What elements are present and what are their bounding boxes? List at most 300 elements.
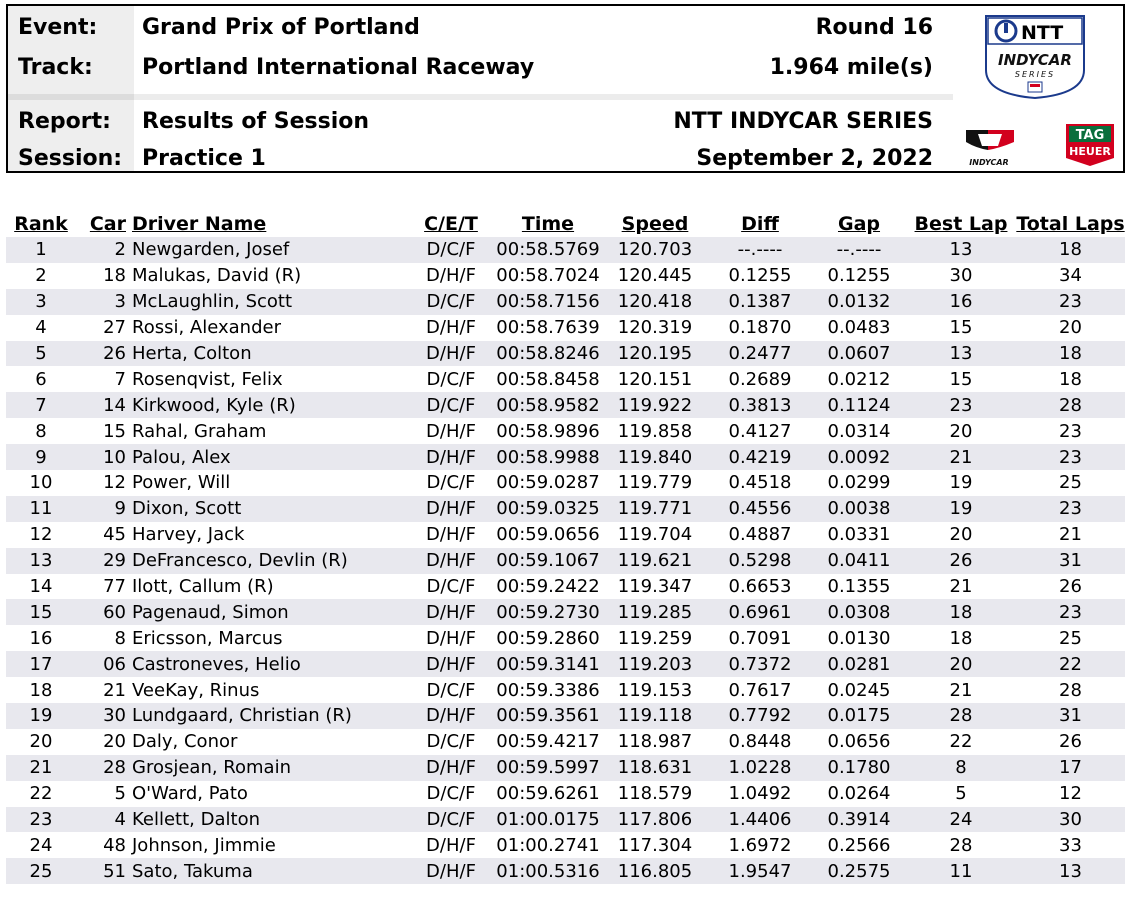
rank-cell: 13 [6, 548, 76, 574]
diff-cell: --.---- [708, 237, 812, 263]
car-cell: 10 [76, 444, 132, 470]
time-cell: 00:58.5769 [494, 237, 602, 263]
speed-cell: 118.987 [602, 729, 708, 755]
gap-cell: 0.0038 [812, 496, 906, 522]
cet-cell: D/H/F [408, 599, 494, 625]
speed-cell: 119.922 [602, 392, 708, 418]
time-cell: 00:58.7156 [494, 289, 602, 315]
table-row [6, 315, 1125, 341]
car-cell: 12 [76, 470, 132, 496]
table-row [6, 807, 1125, 833]
best-lap-cell: 11 [906, 858, 1016, 884]
track-value: Portland International Raceway [142, 55, 535, 80]
diff-cell: 0.7792 [708, 703, 812, 729]
diff-cell: 0.1870 [708, 315, 812, 341]
driver-name-cell: Kellett, Dalton [132, 807, 408, 833]
gap-cell: 0.0281 [812, 651, 906, 677]
best-lap-cell: 19 [906, 496, 1016, 522]
total-laps-cell: 22 [1016, 651, 1125, 677]
diff-cell: 0.7617 [708, 677, 812, 703]
time-cell: 01:00.0175 [494, 807, 602, 833]
gap-cell: --.---- [812, 237, 906, 263]
time-cell: 00:59.2422 [494, 574, 602, 600]
speed-cell: 120.418 [602, 289, 708, 315]
table-row [6, 496, 1125, 522]
track-label: Track: [18, 55, 93, 80]
gap-cell: 0.0308 [812, 599, 906, 625]
table-header-row [6, 211, 1125, 237]
car-cell: 60 [76, 599, 132, 625]
best-lap-cell: 22 [906, 729, 1016, 755]
driver-name-cell: Power, Will [132, 470, 408, 496]
driver-name-cell: McLaughlin, Scott [132, 289, 408, 315]
diff-cell: 1.0228 [708, 755, 812, 781]
gap-cell: 0.0264 [812, 781, 906, 807]
rank-cell: 24 [6, 832, 76, 858]
indycar-wordmark-logo [958, 124, 1020, 168]
driver-name-cell: Herta, Colton [132, 341, 408, 367]
column-header-time: Time [521, 213, 575, 235]
best-lap-cell: 15 [906, 366, 1016, 392]
best-lap-cell: 19 [906, 470, 1016, 496]
rank-cell: 7 [6, 392, 76, 418]
cet-cell: D/H/F [408, 315, 494, 341]
session-label: Session: [18, 146, 123, 171]
time-cell: 00:58.9582 [494, 392, 602, 418]
car-cell: 7 [76, 366, 132, 392]
best-lap-cell: 21 [906, 677, 1016, 703]
rank-cell: 23 [6, 807, 76, 833]
gap-cell: 0.1355 [812, 574, 906, 600]
best-lap-cell: 20 [906, 522, 1016, 548]
best-lap-cell: 18 [906, 625, 1016, 651]
diff-cell: 0.4518 [708, 470, 812, 496]
rank-cell: 19 [6, 703, 76, 729]
series-name: NTT INDYCAR SERIES [673, 109, 933, 134]
best-lap-cell: 18 [906, 599, 1016, 625]
round-number: Round 16 [815, 15, 933, 40]
cet-cell: D/C/F [408, 237, 494, 263]
car-cell: 30 [76, 703, 132, 729]
car-cell: 9 [76, 496, 132, 522]
speed-cell: 119.858 [602, 418, 708, 444]
rank-cell: 4 [6, 315, 76, 341]
total-laps-cell: 23 [1016, 599, 1125, 625]
car-cell: 3 [76, 289, 132, 315]
rank-cell: 1 [6, 237, 76, 263]
rank-cell: 12 [6, 522, 76, 548]
best-lap-cell: 15 [906, 315, 1016, 341]
cet-cell: D/H/F [408, 263, 494, 289]
gap-cell: 0.0607 [812, 341, 906, 367]
rank-cell: 11 [6, 496, 76, 522]
cet-cell: D/C/F [408, 677, 494, 703]
table-row [6, 444, 1125, 470]
table-row [6, 548, 1125, 574]
driver-name-cell: Johnson, Jimmie [132, 832, 408, 858]
gap-cell: 0.0130 [812, 625, 906, 651]
rank-cell: 22 [6, 781, 76, 807]
diff-cell: 0.6653 [708, 574, 812, 600]
table-row [6, 677, 1125, 703]
diff-cell: 0.8448 [708, 729, 812, 755]
total-laps-cell: 28 [1016, 677, 1125, 703]
rank-cell: 20 [6, 729, 76, 755]
driver-name-cell: Castroneves, Helio [132, 651, 408, 677]
best-lap-cell: 21 [906, 444, 1016, 470]
total-laps-cell: 17 [1016, 755, 1125, 781]
driver-name-cell: Ilott, Callum (R) [132, 574, 408, 600]
total-laps-cell: 23 [1016, 418, 1125, 444]
gap-cell: 0.1124 [812, 392, 906, 418]
diff-cell: 0.5298 [708, 548, 812, 574]
speed-cell: 118.631 [602, 755, 708, 781]
table-row [6, 392, 1125, 418]
driver-name-cell: Rossi, Alexander [132, 315, 408, 341]
column-header-car: Car [89, 213, 126, 235]
time-cell: 00:59.3561 [494, 703, 602, 729]
gap-cell: 0.0656 [812, 729, 906, 755]
diff-cell: 0.7372 [708, 651, 812, 677]
total-laps-cell: 33 [1016, 832, 1125, 858]
total-laps-cell: 34 [1016, 263, 1125, 289]
speed-cell: 119.621 [602, 548, 708, 574]
best-lap-cell: 21 [906, 574, 1016, 600]
diff-cell: 0.4127 [708, 418, 812, 444]
speed-cell: 119.771 [602, 496, 708, 522]
cet-cell: D/H/F [408, 625, 494, 651]
driver-name-cell: Harvey, Jack [132, 522, 408, 548]
table-row [6, 703, 1125, 729]
best-lap-cell: 16 [906, 289, 1016, 315]
driver-name-cell: Lundgaard, Christian (R) [132, 703, 408, 729]
speed-cell: 120.703 [602, 237, 708, 263]
car-cell: 27 [76, 315, 132, 341]
time-cell: 01:00.5316 [494, 858, 602, 884]
time-cell: 00:59.0656 [494, 522, 602, 548]
time-cell: 00:59.2860 [494, 625, 602, 651]
speed-cell: 119.259 [602, 625, 708, 651]
table-row [6, 755, 1125, 781]
time-cell: 00:59.6261 [494, 781, 602, 807]
driver-name-cell: Palou, Alex [132, 444, 408, 470]
table-row [6, 858, 1125, 884]
driver-name-cell: Rosenqvist, Felix [132, 366, 408, 392]
car-cell: 15 [76, 418, 132, 444]
best-lap-cell: 13 [906, 237, 1016, 263]
car-cell: 2 [76, 237, 132, 263]
table-row [6, 729, 1125, 755]
table-row [6, 574, 1125, 600]
cet-cell: D/H/F [408, 703, 494, 729]
speed-cell: 120.151 [602, 366, 708, 392]
best-lap-cell: 26 [906, 548, 1016, 574]
total-laps-cell: 18 [1016, 366, 1125, 392]
rank-cell: 3 [6, 289, 76, 315]
diff-cell: 1.0492 [708, 781, 812, 807]
cet-cell: D/C/F [408, 392, 494, 418]
session-value: Practice 1 [142, 146, 266, 171]
rank-cell: 17 [6, 651, 76, 677]
cet-cell: D/C/F [408, 574, 494, 600]
driver-name-cell: Sato, Takuma [132, 858, 408, 884]
time-cell: 01:00.2741 [494, 832, 602, 858]
best-lap-cell: 5 [906, 781, 1016, 807]
speed-cell: 118.579 [602, 781, 708, 807]
best-lap-cell: 24 [906, 807, 1016, 833]
table-row [6, 599, 1125, 625]
results-table [6, 211, 1125, 884]
report-label: Report: [18, 109, 111, 134]
speed-cell: 119.153 [602, 677, 708, 703]
total-laps-cell: 25 [1016, 625, 1125, 651]
table-row [6, 263, 1125, 289]
best-lap-cell: 30 [906, 263, 1016, 289]
cet-cell: D/C/F [408, 289, 494, 315]
car-cell: 06 [76, 651, 132, 677]
cet-cell: D/C/F [408, 729, 494, 755]
diff-cell: 0.1255 [708, 263, 812, 289]
time-cell: 00:59.5997 [494, 755, 602, 781]
speed-cell: 117.304 [602, 832, 708, 858]
column-header-rank: Rank [14, 213, 68, 235]
total-laps-cell: 12 [1016, 781, 1125, 807]
gap-cell: 0.3914 [812, 807, 906, 833]
total-laps-cell: 23 [1016, 289, 1125, 315]
table-row [6, 418, 1125, 444]
speed-cell: 116.805 [602, 858, 708, 884]
driver-name-cell: Pagenaud, Simon [132, 599, 408, 625]
total-laps-cell: 31 [1016, 703, 1125, 729]
time-cell: 00:59.3141 [494, 651, 602, 677]
session-date: September 2, 2022 [696, 146, 933, 171]
heuer-text: HEUER [1069, 145, 1111, 158]
car-cell: 51 [76, 858, 132, 884]
table-row [6, 366, 1125, 392]
time-cell: 00:59.3386 [494, 677, 602, 703]
track-length: 1.964 mile(s) [769, 55, 933, 80]
car-cell: 45 [76, 522, 132, 548]
speed-cell: 117.806 [602, 807, 708, 833]
diff-cell: 0.4887 [708, 522, 812, 548]
event-value: Grand Prix of Portland [142, 15, 420, 40]
car-cell: 14 [76, 392, 132, 418]
gap-cell: 0.0175 [812, 703, 906, 729]
time-cell: 00:59.4217 [494, 729, 602, 755]
total-laps-cell: 21 [1016, 522, 1125, 548]
column-header-driver: Driver Name [132, 213, 267, 235]
table-row [6, 651, 1125, 677]
gap-cell: 0.2566 [812, 832, 906, 858]
car-cell: 20 [76, 729, 132, 755]
diff-cell: 0.7091 [708, 625, 812, 651]
cet-cell: D/H/F [408, 832, 494, 858]
indycar-small-text: INDYCAR [969, 158, 1009, 167]
cet-cell: D/H/F [408, 444, 494, 470]
diff-cell: 0.2477 [708, 341, 812, 367]
cet-cell: D/H/F [408, 341, 494, 367]
total-laps-cell: 30 [1016, 807, 1125, 833]
rank-cell: 14 [6, 574, 76, 600]
total-laps-cell: 23 [1016, 496, 1125, 522]
time-cell: 00:58.9896 [494, 418, 602, 444]
car-cell: 28 [76, 755, 132, 781]
diff-cell: 0.3813 [708, 392, 812, 418]
total-laps-cell: 20 [1016, 315, 1125, 341]
gap-cell: 0.0212 [812, 366, 906, 392]
diff-cell: 1.9547 [708, 858, 812, 884]
time-cell: 00:58.8246 [494, 341, 602, 367]
cet-cell: D/C/F [408, 781, 494, 807]
column-header-total-laps: Total Laps [1016, 213, 1125, 235]
time-cell: 00:58.9988 [494, 444, 602, 470]
driver-name-cell: Grosjean, Romain [132, 755, 408, 781]
total-laps-cell: 23 [1016, 444, 1125, 470]
car-cell: 48 [76, 832, 132, 858]
report-value: Results of Session [142, 109, 370, 134]
speed-cell: 119.347 [602, 574, 708, 600]
car-cell: 8 [76, 625, 132, 651]
gap-cell: 0.2575 [812, 858, 906, 884]
driver-name-cell: Ericsson, Marcus [132, 625, 408, 651]
car-cell: 29 [76, 548, 132, 574]
gap-cell: 0.0483 [812, 315, 906, 341]
total-laps-cell: 26 [1016, 574, 1125, 600]
time-cell: 00:59.0287 [494, 470, 602, 496]
driver-name-cell: DeFrancesco, Devlin (R) [132, 548, 408, 574]
header-divider-light [134, 94, 953, 100]
best-lap-cell: 20 [906, 418, 1016, 444]
driver-name-cell: Rahal, Graham [132, 418, 408, 444]
speed-cell: 119.779 [602, 470, 708, 496]
rank-cell: 6 [6, 366, 76, 392]
gap-cell: 0.0299 [812, 470, 906, 496]
gap-cell: 0.0331 [812, 522, 906, 548]
total-laps-cell: 18 [1016, 237, 1125, 263]
diff-cell: 0.4556 [708, 496, 812, 522]
table-row [6, 470, 1125, 496]
time-cell: 00:59.1067 [494, 548, 602, 574]
total-laps-cell: 26 [1016, 729, 1125, 755]
best-lap-cell: 20 [906, 651, 1016, 677]
rank-cell: 15 [6, 599, 76, 625]
gap-cell: 0.0132 [812, 289, 906, 315]
driver-name-cell: Daly, Conor [132, 729, 408, 755]
best-lap-cell: 8 [906, 755, 1016, 781]
cet-cell: D/C/F [408, 807, 494, 833]
table-row [6, 781, 1125, 807]
speed-cell: 120.319 [602, 315, 708, 341]
speed-cell: 120.445 [602, 263, 708, 289]
time-cell: 00:58.7024 [494, 263, 602, 289]
gap-cell: 0.1255 [812, 263, 906, 289]
results-body [6, 237, 1125, 884]
best-lap-cell: 13 [906, 341, 1016, 367]
ntt-text: NTT [1021, 22, 1064, 44]
speed-cell: 119.203 [602, 651, 708, 677]
speed-cell: 119.285 [602, 599, 708, 625]
speed-cell: 119.118 [602, 703, 708, 729]
rank-cell: 16 [6, 625, 76, 651]
rank-cell: 2 [6, 263, 76, 289]
table-row [6, 341, 1125, 367]
best-lap-cell: 28 [906, 703, 1016, 729]
cet-cell: D/H/F [408, 522, 494, 548]
table-row [6, 522, 1125, 548]
tag-heuer-logo [1063, 122, 1117, 168]
cet-cell: D/H/F [408, 548, 494, 574]
driver-name-cell: VeeKay, Rinus [132, 677, 408, 703]
speed-cell: 119.704 [602, 522, 708, 548]
rank-cell: 21 [6, 755, 76, 781]
car-cell: 18 [76, 263, 132, 289]
diff-cell: 0.2689 [708, 366, 812, 392]
column-header-cet: C/E/T [424, 213, 478, 235]
column-header-diff: Diff [741, 213, 779, 235]
rank-cell: 5 [6, 341, 76, 367]
driver-name-cell: Malukas, David (R) [132, 263, 408, 289]
column-header-gap: Gap [837, 213, 881, 235]
rank-cell: 25 [6, 858, 76, 884]
best-lap-cell: 28 [906, 832, 1016, 858]
driver-name-cell: O'Ward, Pato [132, 781, 408, 807]
car-cell: 26 [76, 341, 132, 367]
tag-text: TAG [1075, 128, 1105, 143]
cet-cell: D/H/F [408, 651, 494, 677]
table-row [6, 289, 1125, 315]
diff-cell: 0.4219 [708, 444, 812, 470]
car-cell: 77 [76, 574, 132, 600]
total-laps-cell: 25 [1016, 470, 1125, 496]
speed-cell: 119.840 [602, 444, 708, 470]
diff-cell: 1.6972 [708, 832, 812, 858]
column-header-best-lap: Best Lap [914, 213, 1008, 235]
table-row [6, 237, 1125, 263]
driver-name-cell: Dixon, Scott [132, 496, 408, 522]
rank-cell: 9 [6, 444, 76, 470]
indycar-text: INDYCAR [998, 51, 1072, 69]
gap-cell: 0.1780 [812, 755, 906, 781]
driver-name-cell: Kirkwood, Kyle (R) [132, 392, 408, 418]
rank-cell: 10 [6, 470, 76, 496]
diff-cell: 0.6961 [708, 599, 812, 625]
total-laps-cell: 18 [1016, 341, 1125, 367]
total-laps-cell: 28 [1016, 392, 1125, 418]
rank-cell: 8 [6, 418, 76, 444]
gap-cell: 0.0411 [812, 548, 906, 574]
gap-cell: 0.0092 [812, 444, 906, 470]
event-label: Event: [18, 15, 98, 40]
total-laps-cell: 13 [1016, 858, 1125, 884]
rank-cell: 18 [6, 677, 76, 703]
total-laps-cell: 31 [1016, 548, 1125, 574]
best-lap-cell: 23 [906, 392, 1016, 418]
cet-cell: D/C/F [408, 470, 494, 496]
cet-cell: D/H/F [408, 755, 494, 781]
time-cell: 00:58.7639 [494, 315, 602, 341]
gap-cell: 0.0314 [812, 418, 906, 444]
cet-cell: D/H/F [408, 418, 494, 444]
driver-name-cell: Newgarden, Josef [132, 237, 408, 263]
time-cell: 00:58.8458 [494, 366, 602, 392]
cet-cell: D/H/F [408, 496, 494, 522]
car-cell: 21 [76, 677, 132, 703]
time-cell: 00:59.2730 [494, 599, 602, 625]
ntt-indycar-series-logo [980, 8, 1090, 100]
diff-cell: 1.4406 [708, 807, 812, 833]
time-cell: 00:59.0325 [494, 496, 602, 522]
diff-cell: 0.1387 [708, 289, 812, 315]
